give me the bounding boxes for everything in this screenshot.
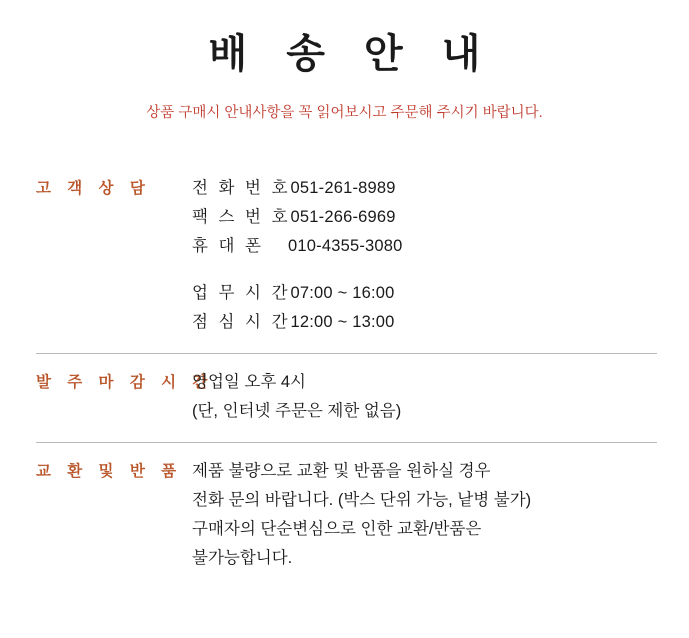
section-body-customer-support: [192, 174, 657, 337]
hours-label-lunch: 점 심 시 간: [192, 313, 291, 331]
contact-label-phone: 전 화 번 호: [192, 179, 291, 197]
exchange-return-line: 구매자의 단순변심으로 인한 교환/반품은: [192, 520, 482, 538]
hours-value-business: 07:00 ~ 16:00: [290, 284, 395, 302]
spacer: [192, 261, 657, 279]
section-label-exchange-return: 교 환 및 반 품: [36, 463, 183, 480]
contact-row-fax: [192, 203, 657, 232]
contact-value-mobile: 010-4355-3080: [288, 237, 403, 255]
contact-label-fax: 팩 스 번 호: [192, 208, 291, 226]
exchange-return-line: 전화 문의 바랍니다. (박스 단위 가능, 낱병 불가): [192, 491, 532, 509]
order-cutoff-line: 영업일 오후 4시: [192, 373, 306, 391]
contact-row-phone: [192, 174, 657, 203]
exchange-return-line: 불가능합니다.: [192, 549, 293, 567]
contact-value-phone: 051-261-8989: [290, 179, 396, 197]
order-cutoff-line: (단, 인터넷 주문은 제한 없음): [192, 402, 402, 420]
section-order-cutoff: [36, 353, 657, 442]
hours-row-lunch: [192, 308, 657, 337]
section-body-exchange-return: [192, 457, 657, 573]
notice-sections: [0, 160, 689, 589]
section-label-order-cutoff: 발 주 마 감 시 간: [36, 374, 214, 391]
page-title: 배 송 안 내: [208, 32, 495, 76]
hours-value-lunch: 12:00 ~ 13:00: [290, 313, 395, 331]
hours-label-business: 업 무 시 간: [192, 284, 291, 302]
page-subtitle: 상품 구매시 안내사항을 꼭 읽어보시고 주문해 주시기 바랍니다.: [146, 105, 543, 121]
section-customer-support: [36, 160, 657, 353]
contact-row-mobile: [192, 232, 657, 261]
exchange-return-line: 제품 불량으로 교환 및 반품을 원하실 경우: [192, 462, 491, 480]
section-body-order-cutoff: [192, 368, 657, 426]
contact-label-mobile: 휴 대 폰: [192, 237, 264, 255]
hours-row-business: [192, 279, 657, 308]
contact-value-fax: 051-266-6969: [290, 208, 396, 226]
section-label-customer-support: 고 객 상 담: [36, 180, 151, 197]
section-exchange-return: [36, 442, 657, 589]
